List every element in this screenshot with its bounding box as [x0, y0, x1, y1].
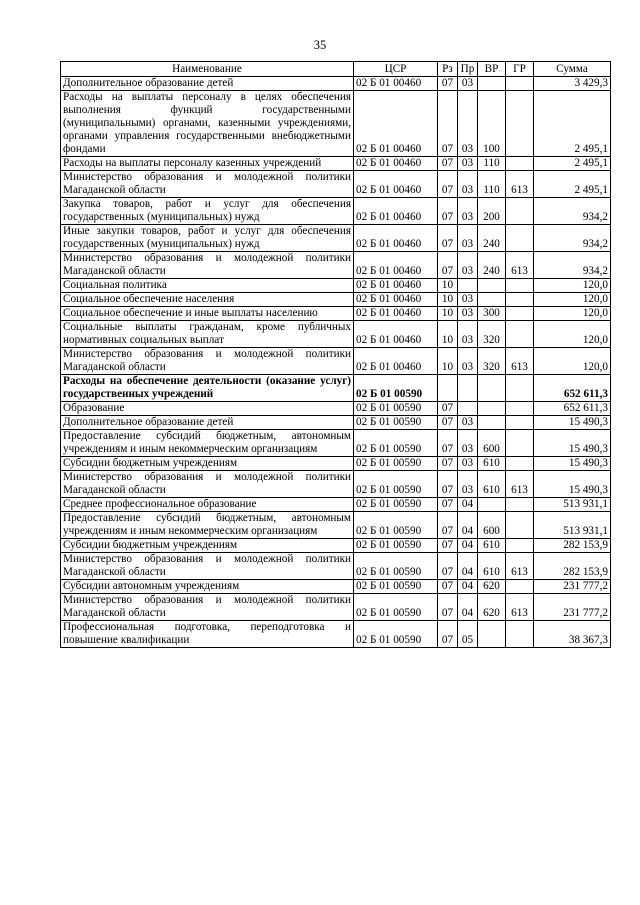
cell-pr: [458, 279, 478, 293]
cell-vr: [478, 416, 506, 430]
cell-csr: 02 Б 01 00460: [354, 157, 438, 171]
cell-csr: 02 Б 01 00590: [354, 457, 438, 471]
cell-vr: 240: [478, 252, 506, 279]
cell-gr: 613: [506, 471, 534, 498]
cell-rz: 10: [438, 321, 458, 348]
cell-rz: 10: [438, 279, 458, 293]
table-row: [61, 457, 611, 471]
table-row: [61, 157, 611, 171]
cell-pr: 03: [458, 252, 478, 279]
cell-pr: 04: [458, 512, 478, 539]
cell-sum: 231 777,2: [534, 594, 611, 621]
cell-vr: [478, 498, 506, 512]
table-row: [61, 198, 611, 225]
cell-sum: 15 490,3: [534, 471, 611, 498]
table-row: [61, 321, 611, 348]
cell-sum: 120,0: [534, 279, 611, 293]
cell-vr: 600: [478, 430, 506, 457]
cell-sum: 934,2: [534, 225, 611, 252]
cell-sum: 2 495,1: [534, 157, 611, 171]
cell-gr: [506, 621, 534, 648]
cell-gr: [506, 539, 534, 553]
cell-name: Министерство образования и молодежной политики Магаданской области: [61, 594, 354, 621]
cell-csr: 02 Б 01 00590: [354, 416, 438, 430]
cell-gr: 613: [506, 171, 534, 198]
cell-gr: [506, 157, 534, 171]
cell-sum: 513 931,1: [534, 512, 611, 539]
cell-vr: [478, 293, 506, 307]
header-gr: ГР: [506, 62, 534, 77]
cell-pr: 04: [458, 553, 478, 580]
cell-rz: 10: [438, 307, 458, 321]
cell-name: Социальные выплаты гражданам, кроме публичных нормативных социальных выплат: [61, 321, 354, 348]
cell-gr: 613: [506, 252, 534, 279]
cell-vr: 620: [478, 594, 506, 621]
cell-pr: [458, 402, 478, 416]
cell-pr: 03: [458, 198, 478, 225]
cell-name: Среднее профессиональное образование: [61, 498, 354, 512]
cell-vr: 320: [478, 321, 506, 348]
cell-csr: 02 Б 01 00590: [354, 553, 438, 580]
cell-name: Министерство образования и молодежной политики Магаданской области: [61, 252, 354, 279]
cell-csr: 02 Б 01 00590: [354, 375, 438, 402]
cell-name: Расходы на обеспечение деятельности (оказание услуг) государственных учреждений: [61, 375, 354, 402]
cell-csr: 02 Б 01 00460: [354, 252, 438, 279]
cell-sum: 282 153,9: [534, 553, 611, 580]
cell-name: Расходы на выплаты персоналу в целях обеспечения выполнения функций государственными (муниципальными) органами, казенными учреждениями, органами управления государственными внебюджетными фондами: [61, 91, 354, 157]
cell-rz: 10: [438, 293, 458, 307]
cell-sum: 38 367,3: [534, 621, 611, 648]
cell-name: Образование: [61, 402, 354, 416]
cell-pr: 05: [458, 621, 478, 648]
cell-rz: 07: [438, 471, 458, 498]
cell-vr: [478, 621, 506, 648]
cell-name: Профессиональная подготовка, переподготовка и повышение квалификации: [61, 621, 354, 648]
cell-rz: 07: [438, 77, 458, 91]
cell-pr: 03: [458, 91, 478, 157]
cell-csr: 02 Б 01 00460: [354, 225, 438, 252]
cell-csr: 02 Б 01 00590: [354, 498, 438, 512]
header-pr: Пр: [458, 62, 478, 77]
table-row: [61, 307, 611, 321]
cell-name: Иные закупки товаров, работ и услуг для обеспечения государственных (муниципальных) нужд: [61, 225, 354, 252]
cell-vr: 240: [478, 225, 506, 252]
cell-csr: 02 Б 01 00590: [354, 430, 438, 457]
cell-rz: 07: [438, 171, 458, 198]
table-row: [61, 91, 611, 157]
cell-csr: 02 Б 01 00460: [354, 171, 438, 198]
cell-vr: [478, 77, 506, 91]
cell-vr: 610: [478, 539, 506, 553]
cell-pr: 03: [458, 171, 478, 198]
table-row: [61, 539, 611, 553]
cell-sum: 652 611,3: [534, 375, 611, 402]
cell-name: Закупка товаров, работ и услуг для обеспечения государственных (муниципальных) нужд: [61, 198, 354, 225]
cell-gr: 613: [506, 348, 534, 375]
cell-sum: 120,0: [534, 321, 611, 348]
cell-gr: [506, 321, 534, 348]
cell-pr: 04: [458, 580, 478, 594]
cell-gr: [506, 225, 534, 252]
cell-rz: 07: [438, 416, 458, 430]
cell-name: Субсидии бюджетным учреждениям: [61, 539, 354, 553]
cell-name: Министерство образования и молодежной политики Магаданской области: [61, 348, 354, 375]
cell-name: Социальное обеспечение населения: [61, 293, 354, 307]
table-row: [61, 512, 611, 539]
cell-csr: 02 Б 01 00460: [354, 91, 438, 157]
cell-rz: 07: [438, 594, 458, 621]
table-row: [61, 293, 611, 307]
cell-csr: 02 Б 01 00590: [354, 539, 438, 553]
cell-name: Расходы на выплаты персоналу казенных учреждений: [61, 157, 354, 171]
cell-sum: 120,0: [534, 293, 611, 307]
cell-vr: 200: [478, 198, 506, 225]
cell-csr: 02 Б 01 00590: [354, 621, 438, 648]
cell-pr: 04: [458, 539, 478, 553]
budget-table: [60, 61, 611, 648]
cell-sum: 15 490,3: [534, 457, 611, 471]
cell-gr: [506, 580, 534, 594]
cell-name: Субсидии бюджетным учреждениям: [61, 457, 354, 471]
cell-sum: 2 495,1: [534, 91, 611, 157]
cell-name: Министерство образования и молодежной политики Магаданской области: [61, 553, 354, 580]
cell-gr: [506, 457, 534, 471]
cell-vr: 610: [478, 471, 506, 498]
cell-name: Дополнительное образование детей: [61, 77, 354, 91]
cell-name: Министерство образования и молодежной политики Магаданской области: [61, 171, 354, 198]
cell-name: Социальное обеспечение и иные выплаты населению: [61, 307, 354, 321]
cell-sum: 15 490,3: [534, 430, 611, 457]
cell-csr: 02 Б 01 00460: [354, 293, 438, 307]
cell-vr: 320: [478, 348, 506, 375]
cell-pr: 03: [458, 471, 478, 498]
cell-rz: 07: [438, 225, 458, 252]
cell-vr: 610: [478, 457, 506, 471]
cell-vr: 110: [478, 171, 506, 198]
cell-vr: [478, 375, 506, 402]
cell-rz: 07: [438, 580, 458, 594]
table-row: [61, 77, 611, 91]
cell-sum: 513 931,1: [534, 498, 611, 512]
table-row: [61, 553, 611, 580]
cell-gr: [506, 430, 534, 457]
cell-rz: 07: [438, 252, 458, 279]
table-row: [61, 252, 611, 279]
cell-pr: 03: [458, 157, 478, 171]
table-row: [61, 279, 611, 293]
cell-gr: 613: [506, 594, 534, 621]
cell-pr: 03: [458, 430, 478, 457]
cell-rz: 07: [438, 91, 458, 157]
cell-gr: 613: [506, 553, 534, 580]
cell-csr: 02 Б 01 00590: [354, 471, 438, 498]
cell-sum: 15 490,3: [534, 416, 611, 430]
cell-vr: [478, 402, 506, 416]
table-row: [61, 375, 611, 402]
cell-gr: [506, 279, 534, 293]
cell-rz: 07: [438, 430, 458, 457]
cell-gr: [506, 375, 534, 402]
cell-csr: 02 Б 01 00460: [354, 198, 438, 225]
cell-csr: 02 Б 01 00460: [354, 307, 438, 321]
cell-pr: 03: [458, 457, 478, 471]
cell-name: Министерство образования и молодежной политики Магаданской области: [61, 471, 354, 498]
cell-vr: 620: [478, 580, 506, 594]
cell-gr: [506, 198, 534, 225]
table-row: [61, 430, 611, 457]
cell-gr: [506, 77, 534, 91]
cell-rz: 10: [438, 348, 458, 375]
cell-pr: [458, 375, 478, 402]
cell-rz: 07: [438, 539, 458, 553]
table-row: [61, 621, 611, 648]
cell-csr: 02 Б 01 00460: [354, 279, 438, 293]
cell-sum: 934,2: [534, 252, 611, 279]
cell-pr: 03: [458, 348, 478, 375]
cell-vr: 610: [478, 553, 506, 580]
cell-rz: 07: [438, 512, 458, 539]
cell-csr: 02 Б 01 00590: [354, 594, 438, 621]
cell-pr: 04: [458, 594, 478, 621]
table-row: [61, 580, 611, 594]
cell-pr: 04: [458, 498, 478, 512]
cell-name: Социальная политика: [61, 279, 354, 293]
header-csr: ЦСР: [354, 62, 438, 77]
cell-name: Дополнительное образование детей: [61, 416, 354, 430]
cell-vr: 600: [478, 512, 506, 539]
cell-sum: 2 495,1: [534, 171, 611, 198]
table-row: [61, 171, 611, 198]
cell-pr: 03: [458, 307, 478, 321]
cell-gr: [506, 416, 534, 430]
cell-name: Предоставление субсидий бюджетным, автономным учреждениям и иным некоммерческим организациям: [61, 512, 354, 539]
cell-csr: 02 Б 01 00590: [354, 512, 438, 539]
cell-csr: 02 Б 01 00460: [354, 321, 438, 348]
cell-rz: 07: [438, 402, 458, 416]
cell-gr: [506, 307, 534, 321]
cell-rz: 07: [438, 157, 458, 171]
table-row: [61, 471, 611, 498]
cell-sum: 231 777,2: [534, 580, 611, 594]
cell-gr: [506, 498, 534, 512]
cell-name: Предоставление субсидий бюджетным, автономным учреждениям и иным некоммерческим организациям: [61, 430, 354, 457]
cell-csr: 02 Б 01 00460: [354, 348, 438, 375]
cell-csr: 02 Б 01 00460: [354, 77, 438, 91]
cell-pr: 03: [458, 77, 478, 91]
cell-sum: 120,0: [534, 348, 611, 375]
cell-vr: [478, 279, 506, 293]
header-vr: ВР: [478, 62, 506, 77]
table-row: [61, 416, 611, 430]
table-row: [61, 498, 611, 512]
cell-rz: [438, 375, 458, 402]
cell-sum: 120,0: [534, 307, 611, 321]
cell-rz: 07: [438, 198, 458, 225]
cell-vr: 100: [478, 91, 506, 157]
table-row: [61, 225, 611, 252]
table-row: [61, 594, 611, 621]
cell-pr: 03: [458, 321, 478, 348]
cell-vr: 300: [478, 307, 506, 321]
table-row: [61, 348, 611, 375]
cell-gr: [506, 91, 534, 157]
header-rz: Рз: [438, 62, 458, 77]
cell-pr: 03: [458, 293, 478, 307]
table-header-row: [61, 62, 611, 77]
cell-gr: [506, 512, 534, 539]
cell-gr: [506, 402, 534, 416]
page-number: 35: [313, 38, 327, 52]
cell-rz: 07: [438, 457, 458, 471]
cell-sum: 652 611,3: [534, 402, 611, 416]
cell-vr: 110: [478, 157, 506, 171]
table-row: [61, 402, 611, 416]
header-name: Наименование: [61, 62, 354, 77]
cell-rz: 07: [438, 553, 458, 580]
cell-csr: 02 Б 01 00590: [354, 580, 438, 594]
cell-sum: 282 153,9: [534, 539, 611, 553]
cell-rz: 07: [438, 498, 458, 512]
header-sum: Сумма: [534, 62, 611, 77]
cell-pr: 03: [458, 225, 478, 252]
cell-sum: 934,2: [534, 198, 611, 225]
cell-sum: 3 429,3: [534, 77, 611, 91]
cell-name: Субсидии автономным учреждениям: [61, 580, 354, 594]
cell-csr: 02 Б 01 00590: [354, 402, 438, 416]
cell-gr: [506, 293, 534, 307]
cell-pr: 03: [458, 416, 478, 430]
cell-rz: 07: [438, 621, 458, 648]
